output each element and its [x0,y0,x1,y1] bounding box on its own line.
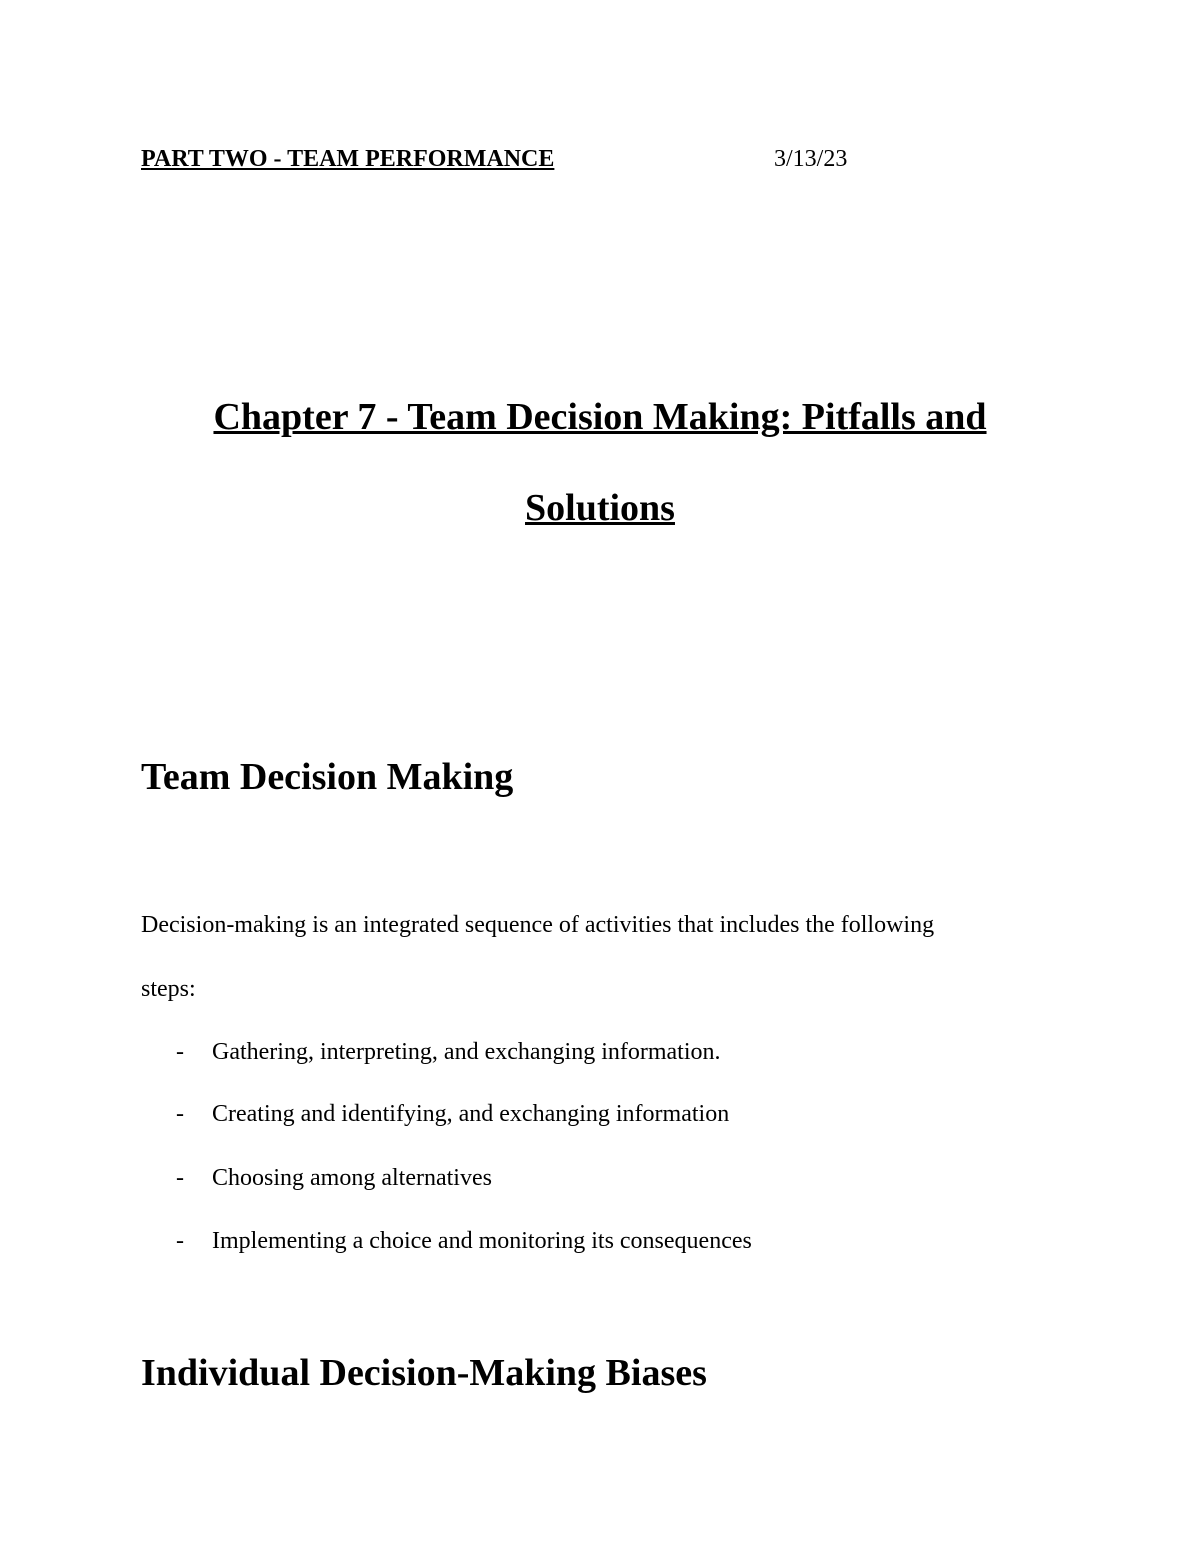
list-item-text: Implementing a choice and monitoring its consequences [212,1228,752,1254]
bullet-dash: - [176,1101,184,1127]
intro-paragraph-line-2: steps: [141,976,196,1002]
part-header: PART TWO - TEAM PERFORMANCE [141,146,555,172]
bullet-dash: - [176,1165,184,1191]
list-item [176,1037,721,1067]
bullet-dash: - [176,1228,184,1254]
intro-paragraph-line-1: Decision-making is an integrated sequence of activities that includes the following [141,912,935,938]
chapter-title-line-2: Solutions [525,487,675,529]
list-item-text: Creating and identifying, and exchanging information [212,1101,730,1127]
bullet-dash: - [176,1039,184,1065]
section-heading-individual-biases: Individual Decision-Making Biases [141,1352,707,1394]
section-heading-team-decision-making: Team Decision Making [141,756,514,798]
list-item-text: Gathering, interpreting, and exchanging information. [212,1039,721,1065]
chapter-title-line-1: Chapter 7 - Team Decision Making: Pitfalls and [213,396,987,438]
list-item [176,1099,729,1129]
header-date: 3/13/23 [774,146,848,172]
list-item-text: Choosing among alternatives [212,1165,492,1191]
list-item [176,1226,752,1256]
list-item [176,1163,492,1193]
